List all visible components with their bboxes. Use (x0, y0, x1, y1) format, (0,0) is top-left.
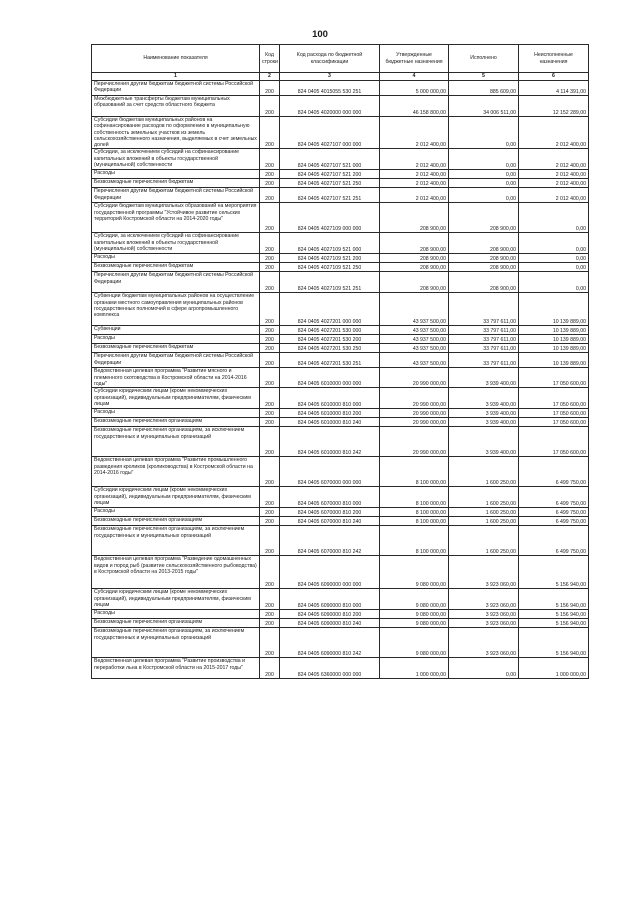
row-approved-amount: 2 012 400,00 (380, 188, 449, 203)
row-line-code: 200 (260, 179, 280, 188)
table-row (92, 81, 589, 96)
row-executed-amount: 33 797 611,00 (449, 353, 519, 368)
row-indicator-name: Расходы (92, 254, 260, 263)
header-executed: Исполнено (449, 45, 519, 73)
row-executed-amount: 3 923 060,00 (449, 589, 519, 610)
table-row (92, 188, 589, 203)
row-unexecuted-amount: 10 139 889,00 (519, 326, 589, 335)
column-number: 1 (92, 73, 260, 81)
table-row (92, 96, 589, 117)
row-unexecuted-amount: 2 012 400,00 (519, 188, 589, 203)
row-expense-code: 824 0405 4027109 521 250 (280, 263, 380, 272)
row-line-code: 200 (260, 353, 280, 368)
row-line-code: 200 (260, 326, 280, 335)
row-expense-code: 824 0405 4027201 530 251 (280, 353, 380, 368)
row-indicator-name: Субсидии, за исключением субсидий на софинансирование капитальных вложений в объекты государственной (муниципальной) собственности (92, 233, 260, 254)
row-indicator-name: Перечисления другим бюджетам бюджетной системы Российской Федерации (92, 188, 260, 203)
row-line-code: 200 (260, 517, 280, 526)
table-row (92, 293, 589, 326)
row-expense-code: 824 0405 6010000 810 000 (280, 388, 380, 409)
row-executed-amount: 0,00 (449, 170, 519, 179)
row-indicator-name: Ведомственная целевая программа "Разведение одомашненных видов и пород рыб (развитие сельскохозяйственного рыбоводства) в Костромской области на 2013-2015 годы" (92, 556, 260, 589)
row-executed-amount: 33 797 611,00 (449, 293, 519, 326)
table-row (92, 335, 589, 344)
table-row (92, 589, 589, 610)
table-row (92, 170, 589, 179)
row-unexecuted-amount: 12 152 289,00 (519, 96, 589, 117)
row-approved-amount: 46 158 800,00 (380, 96, 449, 117)
table-row (92, 418, 589, 427)
row-approved-amount: 43 937 500,00 (380, 326, 449, 335)
row-approved-amount: 208 900,00 (380, 203, 449, 233)
row-executed-amount: 33 797 611,00 (449, 335, 519, 344)
row-expense-code: 824 0405 6070000 810 240 (280, 517, 380, 526)
row-executed-amount: 3 939 400,00 (449, 368, 519, 388)
row-executed-amount: 3 923 060,00 (449, 619, 519, 628)
column-number: 3 (280, 73, 380, 81)
row-unexecuted-amount: 0,00 (519, 272, 589, 293)
row-unexecuted-amount: 6 499 750,00 (519, 526, 589, 556)
row-approved-amount: 2 012 400,00 (380, 179, 449, 188)
row-unexecuted-amount: 2 012 400,00 (519, 149, 589, 170)
row-unexecuted-amount: 5 156 940,00 (519, 628, 589, 658)
table-row (92, 526, 589, 556)
row-approved-amount: 2 012 400,00 (380, 117, 449, 149)
row-unexecuted-amount: 0,00 (519, 263, 589, 272)
table-row (92, 610, 589, 619)
row-unexecuted-amount: 10 139 889,00 (519, 344, 589, 353)
row-indicator-name: Безвозмездные перечисления организациям (92, 619, 260, 628)
row-indicator-name: Безвозмездные перечисления организациям (92, 517, 260, 526)
row-expense-code: 824 0405 4027109 521 200 (280, 254, 380, 263)
row-line-code: 200 (260, 619, 280, 628)
row-line-code: 200 (260, 344, 280, 353)
row-indicator-name: Субсидии юридическим лицам (кроме некоммерческих организаций), индивидуальным предпринимателям, физическим лицам (92, 487, 260, 508)
row-expense-code: 824 0405 4027201 000 000 (280, 293, 380, 326)
row-executed-amount: 1 600 250,00 (449, 457, 519, 487)
row-indicator-name: Ведомственная целевая программа "Развитие производства и переработки льна в Костромской области на 2015-2017 годы" (92, 658, 260, 679)
row-expense-code: 824 0405 6360000 000 000 (280, 658, 380, 679)
row-line-code: 200 (260, 610, 280, 619)
row-line-code: 200 (260, 368, 280, 388)
row-approved-amount: 9 080 000,00 (380, 589, 449, 610)
row-unexecuted-amount: 17 050 600,00 (519, 409, 589, 418)
row-approved-amount: 9 080 000,00 (380, 556, 449, 589)
table-row (92, 427, 589, 457)
column-number: 6 (519, 73, 589, 81)
row-line-code: 200 (260, 556, 280, 589)
row-approved-amount: 8 100 000,00 (380, 487, 449, 508)
row-expense-code: 824 0405 6010000 000 000 (280, 368, 380, 388)
row-indicator-name: Субсидии юридическим лицам (кроме некоммерческих организаций), индивидуальным предпринимателям, физическим лицам (92, 388, 260, 409)
row-indicator-name: Перечисления другим бюджетам бюджетной системы Российской Федерации (92, 353, 260, 368)
row-executed-amount: 0,00 (449, 149, 519, 170)
row-line-code: 200 (260, 149, 280, 170)
row-indicator-name: Субсидии бюджетам муниципальных образований на мероприятия государственной программы "Устойчивое развитие сельских территорий Костромской области на 2014-2020 годы" (92, 203, 260, 233)
row-indicator-name: Ведомственная целевая программа "Развитие промышленного разведения кроликов (кролиководства) в Костромской области на 2014-2016 годы" (92, 457, 260, 487)
row-indicator-name: Субвенции бюджетам муниципальных районов на осуществление органами местного самоуправления муниципальных районов государственных полномочий в сфере агропромышленного комплекса (92, 293, 260, 326)
row-approved-amount: 208 900,00 (380, 233, 449, 254)
row-approved-amount: 20 990 000,00 (380, 409, 449, 418)
row-unexecuted-amount: 0,00 (519, 254, 589, 263)
row-unexecuted-amount: 0,00 (519, 233, 589, 254)
row-executed-amount: 208 900,00 (449, 203, 519, 233)
row-indicator-name: Безвозмездные перечисления организациям, за исключением государственных и муниципальных организаций (92, 427, 260, 457)
row-indicator-name: Субсидии, за исключением субсидий на софинансирование капитальных вложений в объекты государственной (муниципальной) собственности (92, 149, 260, 170)
row-approved-amount: 8 100 000,00 (380, 526, 449, 556)
row-indicator-name: Безвозмездные перечисления бюджетам (92, 179, 260, 188)
row-line-code: 200 (260, 272, 280, 293)
header-approved: Утвержденные бюджетные назначения (380, 45, 449, 73)
row-expense-code: 824 0405 4027201 530 000 (280, 326, 380, 335)
row-expense-code: 824 0405 6010000 810 200 (280, 409, 380, 418)
row-line-code: 200 (260, 418, 280, 427)
row-unexecuted-amount: 2 012 400,00 (519, 117, 589, 149)
row-executed-amount: 3 923 060,00 (449, 610, 519, 619)
table-row (92, 658, 589, 679)
row-executed-amount: 208 900,00 (449, 272, 519, 293)
row-line-code: 200 (260, 293, 280, 326)
row-executed-amount: 3 939 400,00 (449, 409, 519, 418)
table-row (92, 326, 589, 335)
table-row (92, 149, 589, 170)
row-approved-amount: 208 900,00 (380, 272, 449, 293)
table-row (92, 233, 589, 254)
row-indicator-name: Безвозмездные перечисления организациям, за исключением государственных и муниципальных организаций (92, 526, 260, 556)
row-executed-amount: 3 923 060,00 (449, 628, 519, 658)
row-executed-amount: 0,00 (449, 658, 519, 679)
row-unexecuted-amount: 5 156 940,00 (519, 619, 589, 628)
row-unexecuted-amount: 6 499 750,00 (519, 487, 589, 508)
row-expense-code: 824 0405 4027109 000 000 (280, 203, 380, 233)
row-line-code: 200 (260, 117, 280, 149)
row-expense-code: 824 0405 6090000 810 200 (280, 610, 380, 619)
row-approved-amount: 43 937 500,00 (380, 335, 449, 344)
row-indicator-name: Субвенции (92, 326, 260, 335)
table-row (92, 203, 589, 233)
header-row (92, 45, 589, 73)
row-unexecuted-amount: 17 050 600,00 (519, 368, 589, 388)
row-indicator-name: Расходы (92, 170, 260, 179)
row-approved-amount: 208 900,00 (380, 263, 449, 272)
table-row (92, 117, 589, 149)
row-expense-code: 824 0405 6090000 810 242 (280, 628, 380, 658)
row-unexecuted-amount: 2 012 400,00 (519, 179, 589, 188)
row-approved-amount: 1 000 000,00 (380, 658, 449, 679)
row-expense-code: 824 0405 4027107 521 000 (280, 149, 380, 170)
row-approved-amount: 20 990 000,00 (380, 418, 449, 427)
row-line-code: 200 (260, 170, 280, 179)
row-unexecuted-amount: 10 139 889,00 (519, 335, 589, 344)
row-executed-amount: 3 923 060,00 (449, 556, 519, 589)
header-indicator-name: Наименование показателя (92, 45, 260, 73)
row-unexecuted-amount: 5 156 940,00 (519, 589, 589, 610)
row-indicator-name: Ведомственная целевая программа "Развитие мясного и племенного скотоводства в Костромской области на 2014-2016 годы" (92, 368, 260, 388)
row-line-code: 200 (260, 589, 280, 610)
row-indicator-name: Расходы (92, 610, 260, 619)
row-expense-code: 824 0405 6010000 810 240 (280, 418, 380, 427)
column-number: 2 (260, 73, 280, 81)
row-unexecuted-amount: 0,00 (519, 203, 589, 233)
budget-execution-table (91, 44, 589, 679)
row-executed-amount: 33 797 611,00 (449, 326, 519, 335)
row-approved-amount: 43 937 500,00 (380, 293, 449, 326)
row-approved-amount: 5 000 000,00 (380, 81, 449, 96)
row-approved-amount: 8 100 000,00 (380, 517, 449, 526)
row-expense-code: 824 0405 6070000 000 000 (280, 457, 380, 487)
row-approved-amount: 20 990 000,00 (380, 388, 449, 409)
row-unexecuted-amount: 17 050 600,00 (519, 418, 589, 427)
row-approved-amount: 2 012 400,00 (380, 170, 449, 179)
row-line-code: 200 (260, 409, 280, 418)
table-row (92, 263, 589, 272)
row-expense-code: 824 0405 4027107 000 000 (280, 117, 380, 149)
table-row (92, 556, 589, 589)
row-expense-code: 824 0405 4027201 530 200 (280, 335, 380, 344)
row-approved-amount: 43 937 500,00 (380, 353, 449, 368)
row-indicator-name: Субсидии юридическим лицам (кроме некоммерческих организаций), индивидуальным предпринимателям, физическим лицам (92, 589, 260, 610)
row-executed-amount: 208 900,00 (449, 233, 519, 254)
row-unexecuted-amount: 5 156 940,00 (519, 610, 589, 619)
row-line-code: 200 (260, 526, 280, 556)
row-unexecuted-amount: 6 499 750,00 (519, 457, 589, 487)
row-executed-amount: 208 900,00 (449, 263, 519, 272)
row-line-code: 200 (260, 335, 280, 344)
row-unexecuted-amount: 17 050 600,00 (519, 427, 589, 457)
row-unexecuted-amount: 6 499 750,00 (519, 517, 589, 526)
table-row (92, 344, 589, 353)
row-executed-amount: 0,00 (449, 117, 519, 149)
row-executed-amount: 1 600 250,00 (449, 487, 519, 508)
row-executed-amount: 1 600 250,00 (449, 508, 519, 517)
header-expense-code: Код расхода по бюджетной классификации (280, 45, 380, 73)
page-number: 100 (312, 29, 328, 40)
row-line-code: 200 (260, 388, 280, 409)
column-number: 5 (449, 73, 519, 81)
table-row (92, 628, 589, 658)
column-number-row (92, 73, 589, 81)
row-expense-code: 824 0405 6070000 810 000 (280, 487, 380, 508)
row-approved-amount: 208 900,00 (380, 254, 449, 263)
row-line-code: 200 (260, 233, 280, 254)
row-expense-code: 824 0405 6070000 810 200 (280, 508, 380, 517)
row-indicator-name: Безвозмездные перечисления бюджетам (92, 344, 260, 353)
row-expense-code: 824 0405 4027107 521 250 (280, 179, 380, 188)
row-approved-amount: 43 937 500,00 (380, 344, 449, 353)
table-row (92, 272, 589, 293)
row-executed-amount: 1 600 250,00 (449, 517, 519, 526)
table-body (92, 81, 589, 679)
header-line-code: Код строки (260, 45, 280, 73)
row-approved-amount: 9 080 000,00 (380, 619, 449, 628)
row-indicator-name: Расходы (92, 335, 260, 344)
row-executed-amount: 1 600 250,00 (449, 526, 519, 556)
row-expense-code: 824 0405 6090000 000 000 (280, 556, 380, 589)
row-line-code: 200 (260, 96, 280, 117)
table-row (92, 517, 589, 526)
row-indicator-name: Безвозмездные перечисления организациям, за исключением государственных и муниципальных организаций (92, 628, 260, 658)
row-unexecuted-amount: 5 156 940,00 (519, 556, 589, 589)
table-row (92, 487, 589, 508)
row-line-code: 200 (260, 658, 280, 679)
row-executed-amount: 33 797 611,00 (449, 344, 519, 353)
row-unexecuted-amount: 4 114 391,00 (519, 81, 589, 96)
row-executed-amount: 34 006 511,00 (449, 96, 519, 117)
table-row (92, 619, 589, 628)
table-row (92, 388, 589, 409)
row-expense-code: 824 0405 6090000 810 240 (280, 619, 380, 628)
column-number: 4 (380, 73, 449, 81)
row-line-code: 200 (260, 203, 280, 233)
row-executed-amount: 208 900,00 (449, 254, 519, 263)
row-expense-code: 824 0405 4027201 530 250 (280, 344, 380, 353)
row-unexecuted-amount: 17 050 600,00 (519, 388, 589, 409)
row-line-code: 200 (260, 263, 280, 272)
row-executed-amount: 885 609,00 (449, 81, 519, 96)
row-indicator-name: Безвозмездные перечисления бюджетам (92, 263, 260, 272)
table-row (92, 179, 589, 188)
row-expense-code: 824 0405 4027109 521 000 (280, 233, 380, 254)
table-row (92, 254, 589, 263)
row-unexecuted-amount: 1 000 000,00 (519, 658, 589, 679)
row-expense-code: 824 0405 4027107 521 251 (280, 188, 380, 203)
table-row (92, 508, 589, 517)
row-indicator-name: Перечисления другим бюджетам бюджетной системы Российской Федерации (92, 81, 260, 96)
row-approved-amount: 8 100 000,00 (380, 508, 449, 517)
row-expense-code: 824 0405 4027109 521 251 (280, 272, 380, 293)
row-line-code: 200 (260, 457, 280, 487)
row-indicator-name: Межбюджетные трансферты бюджетам муниципальных образований за счет средств областного бюджета (92, 96, 260, 117)
header-unexecuted: Неисполненные назначения (519, 45, 589, 73)
row-indicator-name: Расходы (92, 508, 260, 517)
row-line-code: 200 (260, 81, 280, 96)
row-expense-code: 824 0405 6090000 810 000 (280, 589, 380, 610)
row-line-code: 200 (260, 487, 280, 508)
row-unexecuted-amount: 10 139 889,00 (519, 293, 589, 326)
row-approved-amount: 20 990 000,00 (380, 427, 449, 457)
row-approved-amount: 20 990 000,00 (380, 368, 449, 388)
row-line-code: 200 (260, 427, 280, 457)
row-approved-amount: 2 012 400,00 (380, 149, 449, 170)
row-executed-amount: 3 939 400,00 (449, 418, 519, 427)
row-expense-code: 824 0405 6070000 810 242 (280, 526, 380, 556)
row-approved-amount: 9 080 000,00 (380, 610, 449, 619)
row-line-code: 200 (260, 508, 280, 517)
row-unexecuted-amount: 10 139 889,00 (519, 353, 589, 368)
row-indicator-name: Субсидии бюджетам муниципальных районов на софинансирование расходов по оформлению в муниципальную собственность земельных участков из земель сельскохозяйственного назначения, выделяемых в счет земельных долей (92, 117, 260, 149)
row-executed-amount: 3 939 400,00 (449, 388, 519, 409)
row-expense-code: 824 0405 4020000 000 000 (280, 96, 380, 117)
row-approved-amount: 8 100 000,00 (380, 457, 449, 487)
row-line-code: 200 (260, 628, 280, 658)
row-unexecuted-amount: 6 499 750,00 (519, 508, 589, 517)
row-indicator-name: Расходы (92, 409, 260, 418)
row-indicator-name: Безвозмездные перечисления организациям (92, 418, 260, 427)
row-executed-amount: 0,00 (449, 179, 519, 188)
row-expense-code: 824 0405 4015055 530 251 (280, 81, 380, 96)
table-row (92, 457, 589, 487)
row-expense-code: 824 0405 6010000 810 242 (280, 427, 380, 457)
row-executed-amount: 3 939 400,00 (449, 427, 519, 457)
table-row (92, 409, 589, 418)
row-unexecuted-amount: 2 012 400,00 (519, 170, 589, 179)
row-executed-amount: 0,00 (449, 188, 519, 203)
table-row (92, 353, 589, 368)
row-expense-code: 824 0405 4027107 521 200 (280, 170, 380, 179)
row-line-code: 200 (260, 254, 280, 263)
row-line-code: 200 (260, 188, 280, 203)
row-approved-amount: 9 080 000,00 (380, 628, 449, 658)
table-row (92, 368, 589, 388)
row-indicator-name: Перечисления другим бюджетам бюджетной системы Российской Федерации (92, 272, 260, 293)
